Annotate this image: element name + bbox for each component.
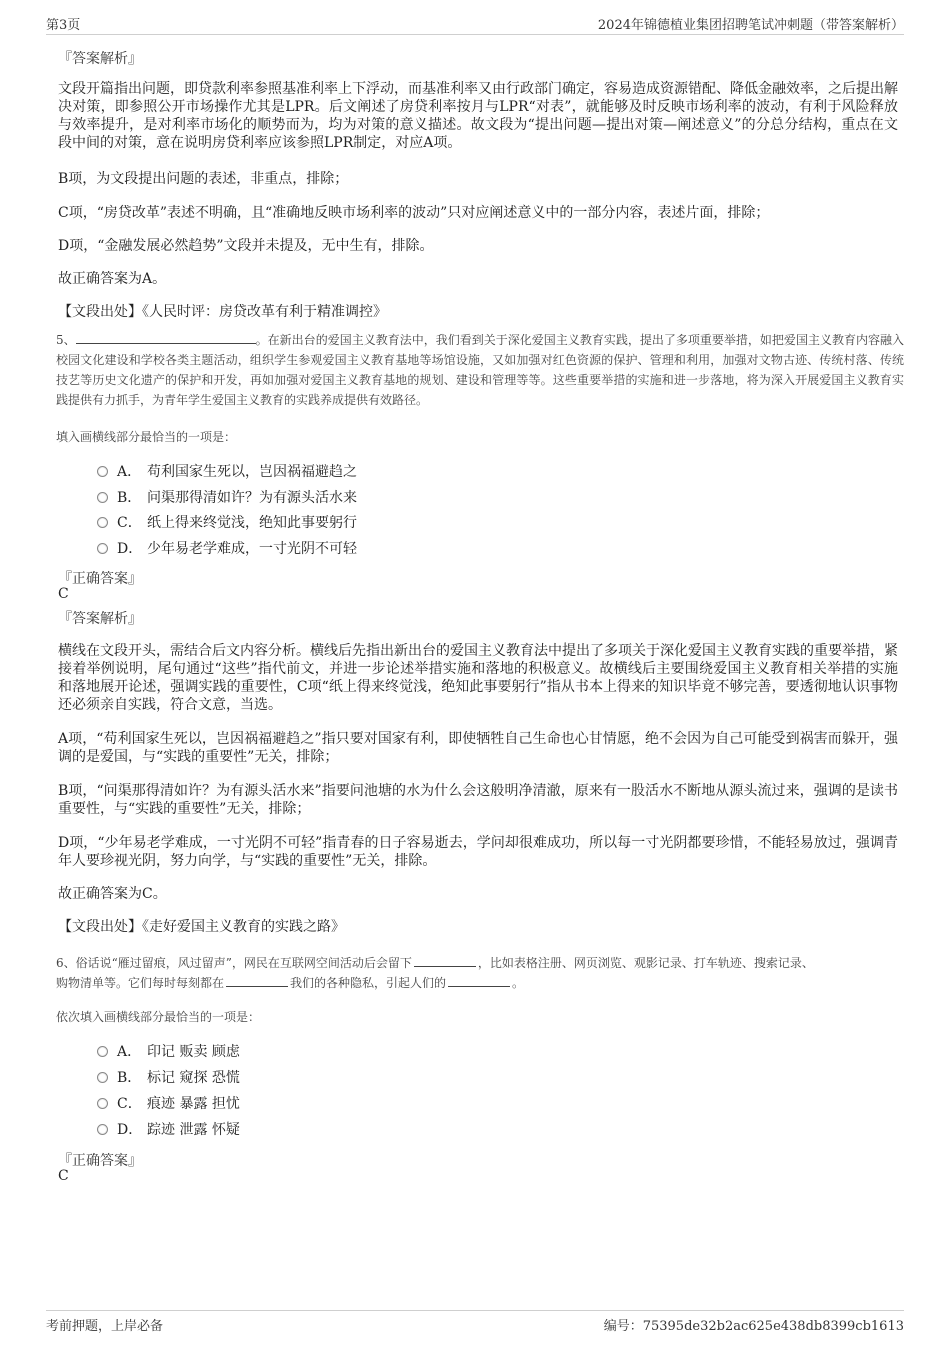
- answer-blank: [448, 974, 510, 987]
- analysis-paragraph-5-5: 故正确答案为C。: [58, 886, 167, 902]
- analysis-paragraph-4-2: B项，为文段提出问题的表述，非重点，排除；: [58, 171, 349, 187]
- radio-icon[interactable]: [97, 1072, 108, 1083]
- radio-icon[interactable]: [97, 1098, 108, 1109]
- question-prompt-5: 填入画横线部分最恰当的一项是：: [56, 430, 237, 444]
- source-citation-5: 【文段出处】《走好爱国主义教育的实践之路》: [58, 919, 345, 935]
- option-6-a[interactable]: A． 印记 贩卖 顾虑: [97, 1041, 240, 1061]
- radio-icon[interactable]: [97, 1046, 108, 1057]
- page-number: 第3页: [46, 18, 81, 33]
- question-prompt-6: 依次填入画横线部分最恰当的一项是：: [56, 1010, 261, 1024]
- option-5-c[interactable]: C． 纸上得来终觉浅，绝知此事要躬行: [97, 512, 357, 532]
- document-id: 编号：75395de32b2ac625e438db8399cb1613: [603, 1319, 904, 1334]
- question-text: 。在新出台的爱国主义教育法中，我们看到关于深化爱国主义教育实践，提出了多项重要举措，如把爱国主义教育内容融入校园文化建设和学校各类主题活动，组织学生参观爱国主义教育基地等场馆设施，又如加强对红色资源的保护、管理和利用，加强对文物古迹、传统村落、传统技艺等历史文化遗产的保护和开发，再如加强对爱国主义教育基地的规划、建设和管理等等。这些重要举措的实施和进一步落地，将为深入开展爱国主义教育实践提供有力抓手，为青年学生爱国主义教育的实践养成提供有效路径。: [56, 333, 904, 407]
- page-footer: [46, 1310, 904, 1337]
- option-6-c[interactable]: C． 痕迹 暴露 担忧: [97, 1093, 240, 1113]
- document-title: 2024年锦德植业集团招聘笔试冲刺题（带答案解析）: [597, 18, 904, 33]
- answer-blank: [414, 954, 476, 967]
- answer-blank: [226, 974, 288, 987]
- question-number: 6、: [56, 956, 76, 970]
- analysis-paragraph-5-4: D项，“少年易老学难成，一寸光阴不可轻”指青春的日子容易逝去，学问却很难成功，所以每一寸光阴都要珍惜，不能轻易放过，强调青年人要珍视光阴，努力向学，与“实践的重要性”无关，排除。: [58, 835, 898, 869]
- option-5-a[interactable]: A． 苟利国家生死以，岂因祸福避趋之: [97, 461, 357, 481]
- correct-answer-5: C: [58, 586, 69, 602]
- correct-answer-heading-5: 『正确答案』: [58, 571, 142, 587]
- analysis-paragraph-5-1: 横线在文段开头，需结合后文内容分析。横线后先指出新出台的爱国主义教育法中提出了多项关于深化爱国主义教育实践的重要举措，紧接着举例说明，尾句通过“这些”指代前文，并进一步论述举措实施和落地的积极意义。故横线后主要围绕爱国主义教育相关举措的实施和落地展开论述，强调实践的重要性，C项“纸上得来终觉浅，绝知此事要躬行”指从书本上得来的知识毕竟不够完善，要透彻地认识事物还必须亲自实践，符合文意，当选。: [58, 643, 898, 713]
- correct-answer-6: C: [58, 1168, 69, 1184]
- option-5-d[interactable]: D． 少年易老学难成，一寸光阴不可轻: [97, 538, 357, 558]
- analysis-heading-4: 『答案解析』: [58, 51, 142, 67]
- analysis-paragraph-5-2: A项，“苟利国家生死以，岂因祸福避趋之”指只要对国家有利，即使牺牲自己生命也心甘情愿，绝不会因为自己可能受到祸害而躲开，强调的是爱国，与“实践的重要性”无关，排除；: [58, 731, 898, 765]
- option-5-b[interactable]: B． 问渠那得清如许？为有源头活水来: [97, 487, 357, 507]
- analysis-paragraph-4-4: D项，“金融发展必然趋势”文段并未提及，无中生有，排除。: [58, 238, 434, 254]
- radio-icon[interactable]: [97, 517, 108, 528]
- question-number: 5、: [56, 333, 76, 347]
- radio-icon[interactable]: [97, 543, 108, 554]
- radio-icon[interactable]: [97, 466, 108, 477]
- option-6-d[interactable]: D． 踪迹 泄露 怀疑: [97, 1119, 240, 1139]
- option-6-b[interactable]: B． 标记 窥探 恐慌: [97, 1067, 240, 1087]
- source-citation-4: 【文段出处】《人民时评：房贷改革有利于精准调控》: [58, 304, 387, 320]
- analysis-paragraph-4-3: C项，“房贷改革”表述不明确，且“准确地反映市场利率的波动”只对应阐述意义中的一部分内容，表述片面，排除；: [58, 205, 770, 221]
- answer-blank: [76, 331, 256, 344]
- question-6: 6、俗话说“雁过留痕，风过留声”，网民在互联网空间活动后会留下 ，比如表格注册、网页浏览、观影记录、打车轨迹、搜索记录、 购物清单等。它们每时每刻都在 我们的各种隐私，引起人们的 。: [56, 956, 814, 990]
- correct-answer-heading-6: 『正确答案』: [58, 1153, 142, 1169]
- radio-icon[interactable]: [97, 1124, 108, 1135]
- page-header: [46, 12, 904, 35]
- analysis-paragraph-5-3: B项，“问渠那得清如许？为有源头活水来”指要问池塘的水为什么会这般明净清澈，原来有一股活水不断地从源头流过来，强调的是读书重要性，与“实践的重要性”无关，排除；: [58, 783, 898, 817]
- analysis-heading-5: 『答案解析』: [58, 611, 142, 627]
- analysis-paragraph-4-5: 故正确答案为A。: [58, 271, 167, 287]
- radio-icon[interactable]: [97, 492, 108, 503]
- question-5: [56, 330, 904, 410]
- analysis-paragraph-4-1: 文段开篇指出问题，即贷款利率参照基准利率上下浮动，而基准利率又由行政部门确定，容易造成资源错配、降低金融效率，之后提出解决对策，即参照公开市场操作尤其是LPR。后文阐述了房贷利率按月与LPR“对表”，就能够及时反映市场利率的波动，有利于风险释放与效率提升，是对利率市场化的顺势而为，均为对策的意义描述。故文段为“提出问题—提出对策—阐述意义”的分总分结构，重点在文段中间的对策，意在说明房贷利率应该参照LPR制定，对应A项。: [58, 81, 898, 151]
- footer-slogan: 考前押题，上岸必备: [46, 1319, 164, 1334]
